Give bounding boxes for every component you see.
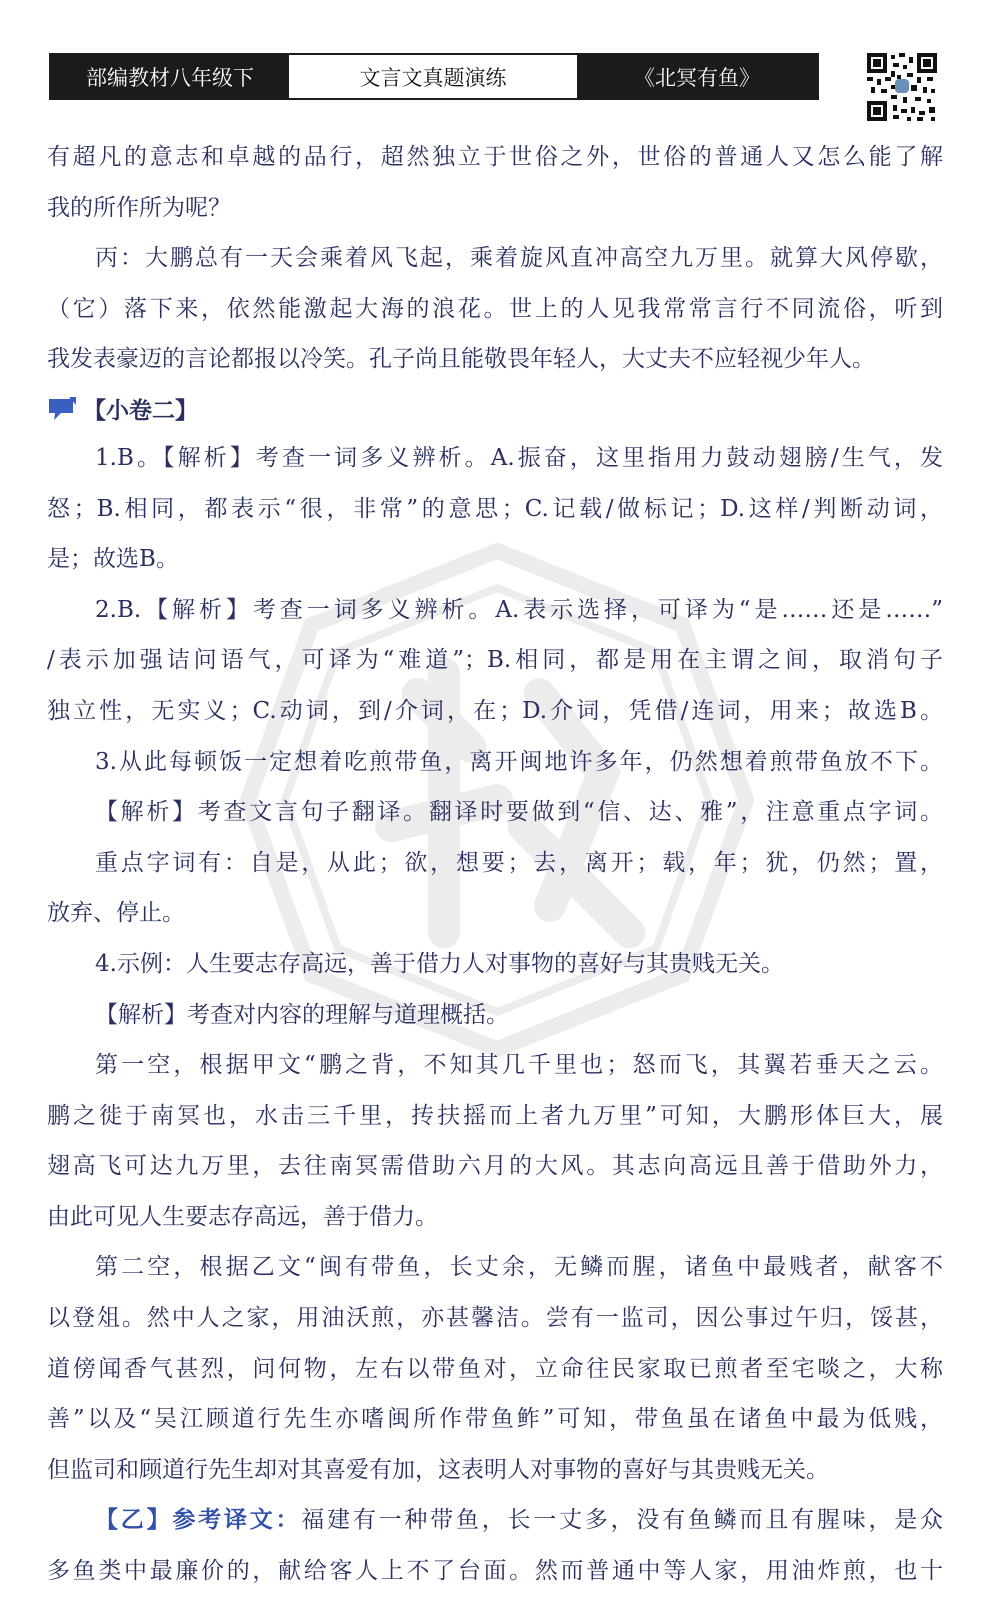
text-line: 4.示例：人生要志存高远，善于借力人对事物的喜好与其贵贱无关。 <box>95 950 784 977</box>
header-grade: 部编教材八年级下 <box>51 55 289 98</box>
text-line: 1.B。【解析】考查一词多义辨析。A.振奋，这里指用力鼓动翅膀/生气，发 <box>95 444 943 471</box>
text-line: （它）落下来，依然能激起大海的浪花。世上的人见我常常言行不同流俗，听到 <box>47 295 943 322</box>
text-line: /表示加强诘问语气，可译为“难道”；B.相同，都是用在主谓之间，取消句子 <box>47 647 943 674</box>
text-line <box>47 1495 943 1546</box>
speech-bubble-icon <box>47 396 77 422</box>
text-line: 独立性，无实义；C.动词，到/介词，在；D.介词，凭借/连词，用来；故选B。 <box>47 697 943 724</box>
text-line: 放弃、停止。 <box>47 900 185 927</box>
text-line: 鹏之徙于南冥也，水击三千里，抟扶摇而上者九万里”可知，大鹏形体巨大，展 <box>47 1102 943 1129</box>
text-line: 善”以及“吴江顾道行先生亦嗜闽所作带鱼鲊”可知，带鱼虽在诸鱼中最为低贱， <box>47 1406 943 1433</box>
text-line: 第二空，根据乙文“闽有带鱼，长丈余，无鳞而腥，诸鱼中最贱者，献客不 <box>95 1254 943 1281</box>
text-line: 第一空，根据甲文“鹏之背，不知其几千里也；怒而飞，其翼若垂天之云。 <box>95 1052 943 1079</box>
text-line: 道傍闻香气甚烈，问何物，左右以带鱼对，立命往民家取已煎者至宅啖之，大称 <box>47 1355 943 1382</box>
text-line: 怒；B.相同，都表示“很，非常”的意思；C.记载/做标记；D.这样/判断动词， <box>47 495 943 522</box>
text-line: 【解析】考查对内容的理解与道理概括。 <box>95 1001 509 1028</box>
text-line: 多鱼类中最廉价的，献给客人上不了台面。然而普通中等人家，用油炸煎，也十 <box>47 1558 943 1585</box>
text-line: 丙：大鹏总有一天会乘着风飞起，乘着旋风直冲高空九万里。就算大风停歇， <box>95 245 943 272</box>
section-title: 【小卷二】 <box>83 397 198 425</box>
translation-label: 【乙】参考译文： <box>95 1506 302 1534</box>
text-line: 翅高飞可达九万里，去往南冥需借助六月的大风。其志向高远且善于借助外力， <box>47 1153 943 1180</box>
text-line: 3.从此每顿饭一定想着吃煎带鱼，离开闽地许多年，仍然想着煎带鱼放不下。 <box>95 748 943 775</box>
text-line: 是；故选B。 <box>47 546 179 573</box>
header-bar <box>49 53 819 100</box>
document-body <box>47 132 943 1597</box>
text-line: 2.B.【解析】考查一词多义辨析。A.表示选择，可译为“是……还是……” <box>95 596 943 623</box>
text-line: 我的所作所为呢？ <box>47 194 231 221</box>
text-line: 由此可见人生要志存高远，善于借力。 <box>47 1203 438 1230</box>
section-heading <box>47 385 943 433</box>
translation-text: 福建有一种带鱼，长一丈多，没有鱼鳞而且有腥味，是众 <box>301 1507 943 1534</box>
header-topic: 文言文真题演练 <box>289 55 577 98</box>
text-line: 但监司和顾道行先生却对其喜爱有加，这表明人对事物的喜好与其贵贱无关。 <box>47 1456 829 1483</box>
qr-code-icon <box>867 53 937 121</box>
text-line: 有超凡的意志和卓越的品行，超然独立于世俗之外，世俗的普通人又怎么能了解 <box>47 144 943 170</box>
text-line: 我发表豪迈的言论都报以冷笑。孔子尚且能敬畏年轻人，大丈夫不应轻视少年人。 <box>47 346 875 373</box>
text-line: 以登俎。然中人之家，用油沃煎，亦甚馨洁。尝有一监司，因公事过午归，馁甚， <box>47 1305 943 1332</box>
header-title: 《北冥有鱼》 <box>577 55 817 98</box>
text-line: 重点字词有：自是，从此；欲，想要；去，离开；载，年；犹，仍然；置， <box>95 849 943 876</box>
text-line: 【解析】考查文言句子翻译。翻译时要做到“信、达、雅”，注意重点字词。 <box>95 799 943 826</box>
